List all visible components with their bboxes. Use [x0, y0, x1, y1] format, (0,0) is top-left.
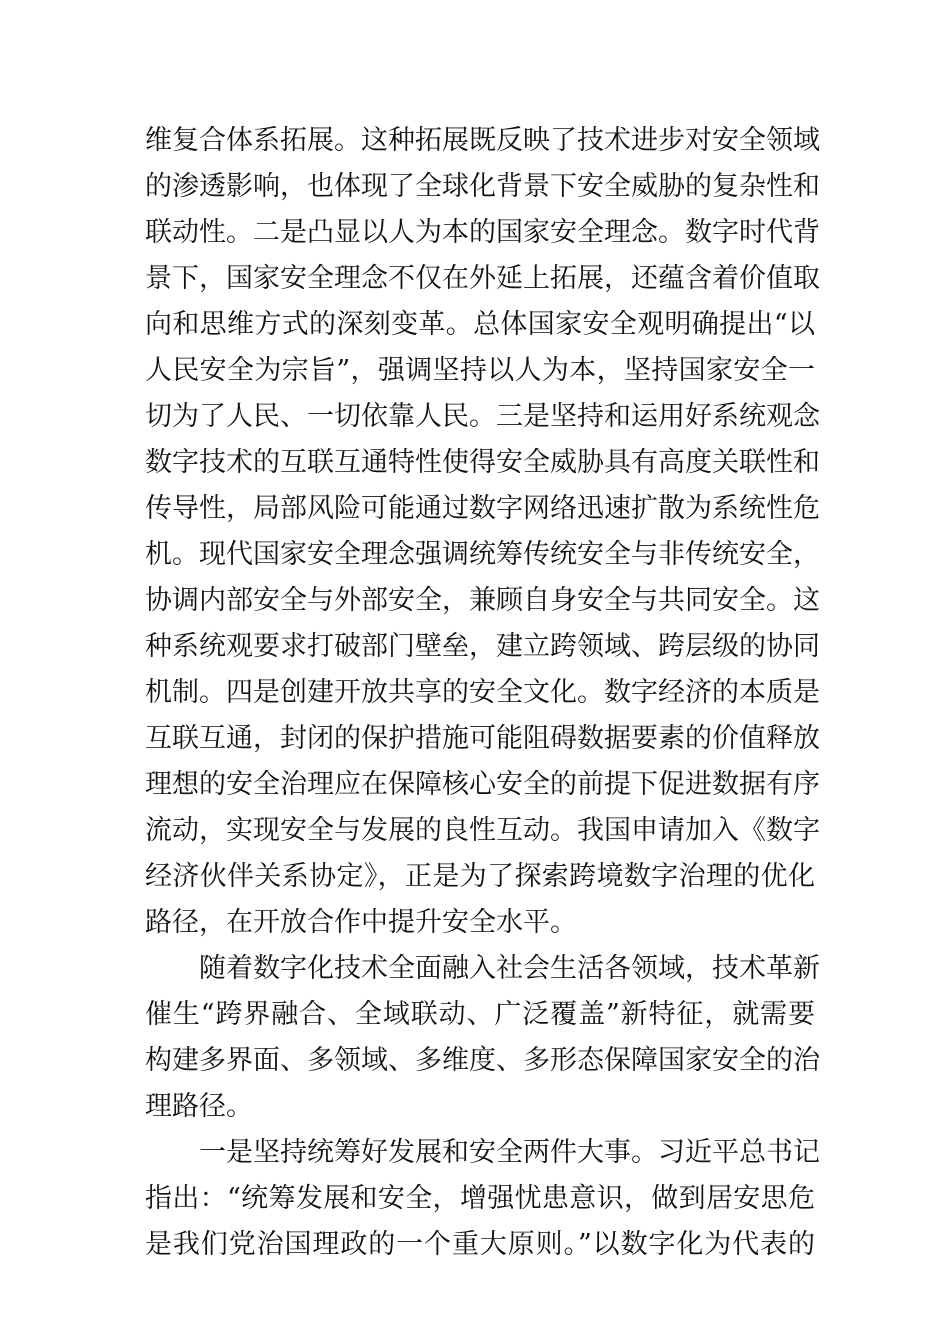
- text-line: 路径，在开放合作中提升安全水平。: [145, 907, 577, 938]
- text-line: 向和思维方式的深刻变革。总体国家安全观明确提出“以: [145, 309, 815, 340]
- text-line: 机制。四是创建开放共享的安全文化。数字经济的本质是: [145, 677, 820, 708]
- text-line: 景下，国家安全理念不仅在外延上拓展，还蕴含着价值取: [145, 263, 820, 294]
- paragraph-2: [145, 946, 820, 1130]
- text-line: 维复合体系拓展。这种拓展既反映了技术进步对安全领域: [145, 125, 820, 156]
- text-line: 传导性，局部风险可能通过数字网络迅速扩散为系统性危: [145, 493, 820, 524]
- text-line: 互联互通，封闭的保护措施可能阻碍数据要素的价值释放: [145, 723, 820, 754]
- paragraph-3: [145, 1130, 820, 1268]
- text-line: 随着数字化技术全面融入社会生活各领域，技术革新: [145, 953, 820, 984]
- text-line: 的渗透影响，也体现了全球化背景下安全威胁的复杂性和: [145, 171, 820, 202]
- paragraph-1: [145, 118, 820, 946]
- text-line: 协调内部安全与外部安全，兼顾自身安全与共同安全。这: [145, 585, 820, 616]
- text-line: 是我们党治国理政的一个重大原则。”以数字化为代表的: [145, 1229, 815, 1260]
- text-line: 理想的安全治理应在保障核心安全的前提下促进数据有序: [145, 769, 820, 800]
- text-line: 流动，实现安全与发展的良性互动。我国申请加入《数字: [145, 815, 820, 846]
- text-line: 机。现代国家安全理念强调统筹传统安全与非传统安全，: [145, 539, 820, 570]
- text-line: 人民安全为宗旨”，强调坚持以人为本，坚持国家安全一: [145, 355, 815, 386]
- text-line: 种系统观要求打破部门壁垒，建立跨领域、跨层级的协同: [145, 631, 820, 662]
- text-line: 数字技术的互联互通特性使得安全威胁具有高度关联性和: [145, 447, 820, 478]
- text-line: 一是坚持统筹好发展和安全两件大事。习近平总书记: [145, 1137, 820, 1168]
- text-line: 联动性。二是凸显以人为本的国家安全理念。数字时代背: [145, 217, 820, 248]
- text-line: 催生“跨界融合、全域联动、广泛覆盖”新特征，就需要: [145, 999, 815, 1030]
- document-body: [145, 118, 820, 1268]
- text-line: 指出：“统筹发展和安全，增强忧患意识，做到居安思危: [145, 1183, 815, 1214]
- text-line: 经济伙伴关系协定》，正是为了探索跨境数字治理的优化: [145, 861, 815, 892]
- text-line: 构建多界面、多领域、多维度、多形态保障国家安全的治: [145, 1045, 820, 1076]
- text-line: 切为了人民、一切依靠人民。三是坚持和运用好系统观念: [145, 401, 820, 432]
- text-line: 理路径。: [145, 1091, 253, 1122]
